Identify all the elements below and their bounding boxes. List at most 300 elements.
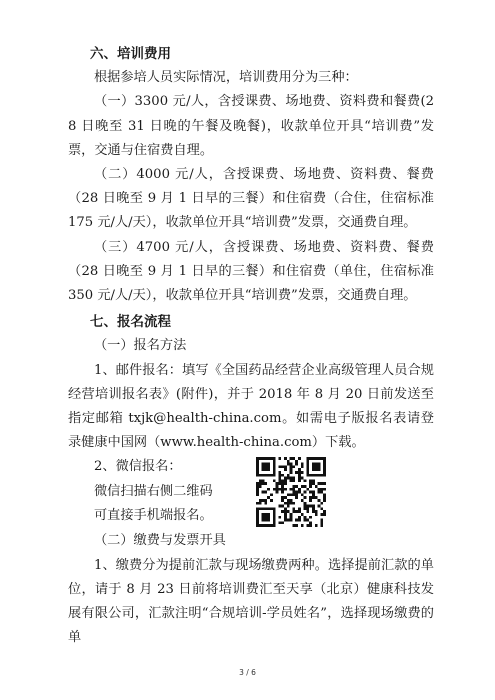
qr-module [281, 505, 284, 508]
qr-module [295, 491, 298, 494]
qr-module [298, 519, 301, 522]
qr-module [323, 499, 326, 502]
qr-module [287, 511, 290, 514]
qr-module [264, 499, 267, 502]
qr-module [295, 494, 298, 497]
qr-module [284, 480, 287, 483]
qr-module [264, 519, 267, 522]
qr-module [315, 513, 318, 516]
qr-module [315, 466, 318, 469]
qr-module [284, 516, 287, 519]
wechat-lines [94, 455, 213, 528]
qr-module [267, 513, 270, 516]
qr-module [318, 483, 321, 486]
qr-module [295, 463, 298, 466]
wechat-line-1: 微信扫描右侧二维码 [94, 483, 213, 499]
qr-module [267, 516, 270, 519]
qr-module [256, 485, 259, 488]
qr-module [312, 494, 315, 497]
qr-module [276, 491, 279, 494]
qr-module [284, 519, 287, 522]
qr-module [312, 469, 315, 472]
qr-module [295, 485, 298, 488]
qr-module [318, 457, 321, 460]
qr-module [259, 480, 262, 483]
qr-module [312, 474, 315, 477]
qr-module [298, 508, 301, 511]
qr-module [264, 525, 267, 528]
qr-module [284, 477, 287, 480]
qr-module [298, 457, 301, 460]
fee-intro: 根据参培人员实际情况，培训费用分为三种： [94, 70, 358, 86]
qr-module [256, 483, 259, 486]
qr-module [290, 463, 293, 466]
qr-module [287, 519, 290, 522]
qr-module [256, 519, 259, 522]
qr-module [292, 480, 295, 483]
qr-module [318, 466, 321, 469]
qr-module [278, 488, 281, 491]
qr-module [315, 485, 318, 488]
page-number: 3 / 6 [239, 668, 256, 677]
qr-module [323, 466, 326, 469]
qr-module [309, 497, 312, 500]
qr-module [298, 511, 301, 514]
qr-module [264, 474, 267, 477]
qr-module [318, 474, 321, 477]
qr-module [309, 525, 312, 528]
qr-module [309, 483, 312, 486]
qr-module [278, 477, 281, 480]
qr-module [306, 457, 309, 460]
qr-module [323, 457, 326, 460]
qr-module [304, 491, 307, 494]
qr-module [267, 497, 270, 500]
qr-module [295, 519, 298, 522]
qr-module [304, 480, 307, 483]
qr-module [259, 502, 262, 505]
qr-module [312, 480, 315, 483]
qr-module [320, 522, 323, 525]
qr-module [290, 457, 293, 460]
qr-module [256, 463, 259, 466]
payment-text: 1、缴费分为提前汇款与现场缴费两种。选择提前汇款的单位，请于 8 月 23 日前将培训费汇至天享（北京）健康科技发展有限公司，汇款注明“合规培训-学员姓名”，选择现场缴费的单 [68, 557, 434, 646]
qr-module [315, 474, 318, 477]
qr-module [281, 485, 284, 488]
qr-module [312, 511, 315, 514]
qr-module [262, 525, 265, 528]
qr-module [309, 505, 312, 508]
qr-module [276, 488, 279, 491]
qr-module [287, 460, 290, 463]
qr-module [278, 522, 281, 525]
qr-module [315, 525, 318, 528]
qr-module [262, 480, 265, 483]
qr-module [292, 511, 295, 514]
qr-module [323, 513, 326, 516]
qr-module [301, 499, 304, 502]
qr-module [270, 494, 273, 497]
qr-module [323, 511, 326, 514]
qr-module [309, 499, 312, 502]
qr-module [298, 477, 301, 480]
qr-module [304, 505, 307, 508]
qr-module [273, 466, 276, 469]
qr-module [295, 497, 298, 500]
registration-method-title: （一）报名方法 [94, 338, 187, 354]
qr-module [259, 457, 262, 460]
qr-module [259, 485, 262, 488]
qr-module [301, 513, 304, 516]
qr-module [312, 457, 315, 460]
qr-module [318, 463, 321, 466]
qr-module [287, 463, 290, 466]
qr-module [301, 466, 304, 469]
qr-module [295, 460, 298, 463]
qr-module [312, 483, 315, 486]
qr-module [306, 471, 309, 474]
qr-module [298, 516, 301, 519]
qr-module [281, 522, 284, 525]
qr-module [301, 525, 304, 528]
qr-module [320, 457, 323, 460]
qr-module [301, 477, 304, 480]
qr-module [292, 525, 295, 528]
qr-module [304, 485, 307, 488]
qr-module [295, 511, 298, 514]
qr-module [309, 491, 312, 494]
qr-module [304, 497, 307, 500]
qr-module [273, 463, 276, 466]
qr-module [312, 508, 315, 511]
qr-module [256, 469, 259, 472]
qr-module [320, 488, 323, 491]
section-heading-fees: 六、培训费用 [90, 46, 171, 62]
qr-module [264, 463, 267, 466]
qr-module [309, 474, 312, 477]
qr-module [309, 516, 312, 519]
qr-module [273, 457, 276, 460]
qr-module [273, 469, 276, 472]
qr-module [284, 497, 287, 500]
qr-module [312, 463, 315, 466]
qr-module [315, 457, 318, 460]
wechat-registration-title: 2、微信报名： [94, 459, 182, 475]
qr-module [262, 508, 265, 511]
qr-module [292, 477, 295, 480]
qr-module [306, 460, 309, 463]
qr-module [281, 511, 284, 514]
qr-module [320, 513, 323, 516]
qr-module [262, 463, 265, 466]
qr-module [278, 516, 281, 519]
qr-module [264, 457, 267, 460]
qr-module [312, 505, 315, 508]
qr-module [256, 502, 259, 505]
qr-module [256, 460, 259, 463]
qr-module [262, 519, 265, 522]
qr-module [287, 499, 290, 502]
qr-module [264, 491, 267, 494]
qr-module [273, 471, 276, 474]
qr-module [323, 469, 326, 472]
qr-module [281, 466, 284, 469]
qr-module [315, 511, 318, 514]
qr-module [287, 474, 290, 477]
qr-module [309, 480, 312, 483]
qr-module [306, 469, 309, 472]
qr-module [267, 508, 270, 511]
qr-module [267, 525, 270, 528]
qr-module [309, 485, 312, 488]
qr-module [278, 483, 281, 486]
qr-module [264, 502, 267, 505]
qr-module [298, 474, 301, 477]
qr-module [278, 474, 281, 477]
qr-module [298, 480, 301, 483]
wechat-line-2: 可直接手机端报名。 [94, 507, 213, 523]
qr-module [287, 502, 290, 505]
qr-module [273, 488, 276, 491]
qr-module [259, 483, 262, 486]
qr-module [259, 474, 262, 477]
qr-module [256, 491, 259, 494]
qr-module [256, 516, 259, 519]
qr-module [292, 457, 295, 460]
qr-module [267, 457, 270, 460]
qr-module [318, 505, 321, 508]
qr-module [306, 505, 309, 508]
qr-module [267, 474, 270, 477]
qr-module [287, 477, 290, 480]
qr-module [320, 474, 323, 477]
qr-module [304, 516, 307, 519]
qr-module [278, 471, 281, 474]
qr-module [306, 508, 309, 511]
qr-module [290, 499, 293, 502]
qr-module [284, 469, 287, 472]
qr-module [281, 497, 284, 500]
qr-module [259, 525, 262, 528]
qr-module [273, 508, 276, 511]
qr-module [262, 483, 265, 486]
qr-module [256, 488, 259, 491]
qr-module [318, 499, 321, 502]
qr-module [262, 466, 265, 469]
qr-module [264, 483, 267, 486]
qr-module [284, 513, 287, 516]
qr-module [262, 516, 265, 519]
qr-module [304, 502, 307, 505]
qr-module [323, 494, 326, 497]
qr-module [309, 457, 312, 460]
qr-module [281, 488, 284, 491]
fee-option-3: （三）4700 元/人，含授课费、场地费、资料费、餐费（28 日晚至 9 月 1 日早的三餐）和住宿费（单住，住宿标准 350 元/人/天），收款单位开具“培训费”发票，交通费自理。 [68, 239, 434, 304]
qr-module [318, 469, 321, 472]
qr-module [267, 488, 270, 491]
qr-module [290, 519, 293, 522]
qr-module [270, 525, 273, 528]
qr-module [290, 494, 293, 497]
qr-module [295, 525, 298, 528]
qr-module [262, 474, 265, 477]
qr-module [278, 480, 281, 483]
qr-module [323, 497, 326, 500]
qr-module [262, 513, 265, 516]
qr-module [323, 474, 326, 477]
qr-module [290, 466, 293, 469]
qr-module [301, 485, 304, 488]
qr-module [256, 525, 259, 528]
qr-module [306, 519, 309, 522]
qr-module [315, 497, 318, 500]
qr-module [267, 463, 270, 466]
qr-module [304, 519, 307, 522]
qr-module [273, 519, 276, 522]
qr-module [270, 508, 273, 511]
wechat-registration-block [68, 455, 434, 529]
qr-module [262, 499, 265, 502]
qr-module [273, 516, 276, 519]
qr-module [273, 513, 276, 516]
qr-module [284, 488, 287, 491]
qr-module [323, 463, 326, 466]
qr-module [256, 474, 259, 477]
qr-module [298, 469, 301, 472]
qr-module [292, 508, 295, 511]
qr-module [290, 480, 293, 483]
email-registration-text: 1、邮件报名：填写《全国药品经营企业高级管理人员合规经营培训报名表》(附件)，并于 2018 年 8 月 20 日前发送至指定邮箱 txjk@health-china.com。如需电子版报名表请登录健康中国网（www.health-china.com）下载。 [68, 362, 434, 451]
qr-module [264, 466, 267, 469]
qr-module [281, 483, 284, 486]
qr-module [256, 511, 259, 514]
qr-module [306, 474, 309, 477]
qr-module [270, 457, 273, 460]
qr-module [287, 505, 290, 508]
qr-module [290, 471, 293, 474]
qr-module [292, 466, 295, 469]
qr-module [284, 511, 287, 514]
qr-module [292, 491, 295, 494]
qr-module [320, 508, 323, 511]
qr-module [292, 494, 295, 497]
qr-module [256, 513, 259, 516]
fee-option-1: （一）3300 元/人，含授课费、场地费、资料费和餐费(28 日晚至 31 日晚的午餐及晚餐)，收款单位开具“培训费”发票，交通与住宿费自理。 [68, 94, 434, 158]
qr-module [273, 525, 276, 528]
qr-module [292, 485, 295, 488]
qr-module [267, 466, 270, 469]
qr-module [290, 488, 293, 491]
qr-module [273, 474, 276, 477]
qr-module [309, 522, 312, 525]
qr-module [287, 494, 290, 497]
qr-module [281, 480, 284, 483]
qr-module [259, 508, 262, 511]
qr-module [256, 466, 259, 469]
qr-module [256, 522, 259, 525]
qr-module [273, 480, 276, 483]
qr-module [267, 469, 270, 472]
qr-module [315, 469, 318, 472]
qr-module [312, 466, 315, 469]
payment-title: （二）缴费与发票开具 [94, 533, 226, 549]
qr-module [323, 471, 326, 474]
qr-module [306, 488, 309, 491]
qr-module [298, 488, 301, 491]
qr-module [264, 516, 267, 519]
qr-module [281, 499, 284, 502]
section-heading-registration: 七、报名流程 [90, 314, 171, 331]
qr-module [264, 469, 267, 472]
qr-module [292, 488, 295, 491]
qr-module [256, 457, 259, 460]
qr-module [273, 511, 276, 514]
qr-module [298, 491, 301, 494]
qr-module [276, 485, 279, 488]
qr-module [290, 477, 293, 480]
qr-module [290, 469, 293, 472]
qr-module [318, 488, 321, 491]
qr-code-icon[interactable] [256, 457, 326, 527]
qr-module [264, 513, 267, 516]
qr-module [323, 488, 326, 491]
qr-module [301, 471, 304, 474]
qr-module [278, 457, 281, 460]
qr-module [306, 463, 309, 466]
qr-module [312, 491, 315, 494]
qr-module [301, 463, 304, 466]
qr-module [323, 483, 326, 486]
qr-module [273, 460, 276, 463]
qr-module [278, 466, 281, 469]
qr-module [264, 508, 267, 511]
qr-module [284, 508, 287, 511]
qr-module [284, 483, 287, 486]
qr-module [290, 516, 293, 519]
qr-module [262, 491, 265, 494]
qr-module [320, 502, 323, 505]
qr-module [273, 522, 276, 525]
fee-option-2: （二）4000 元/人，含授课费、场地费、资料费、餐费（28 日晚至 9 月 1 日早的三餐）和住宿费（合住，住宿标准 175 元/人/天），收款单位开具“培训费”发票，交通费自理。 [68, 167, 434, 231]
qr-module [262, 457, 265, 460]
qr-module [292, 502, 295, 505]
qr-module [301, 494, 304, 497]
qr-module [320, 491, 323, 494]
qr-module [320, 519, 323, 522]
qr-module [318, 491, 321, 494]
qr-module [256, 508, 259, 511]
qr-module [320, 483, 323, 486]
qr-module [259, 499, 262, 502]
qr-module [270, 474, 273, 477]
qr-module [278, 505, 281, 508]
qr-module [323, 460, 326, 463]
qr-module [267, 519, 270, 522]
qr-module [284, 502, 287, 505]
qr-module [262, 469, 265, 472]
qr-module [304, 508, 307, 511]
page-content [68, 40, 434, 650]
qr-module [315, 463, 318, 466]
qr-module [284, 466, 287, 469]
qr-module [270, 499, 273, 502]
qr-module [290, 502, 293, 505]
qr-module [306, 525, 309, 528]
qr-module [276, 483, 279, 486]
qr-module [281, 474, 284, 477]
qr-module [284, 457, 287, 460]
qr-module [312, 497, 315, 500]
